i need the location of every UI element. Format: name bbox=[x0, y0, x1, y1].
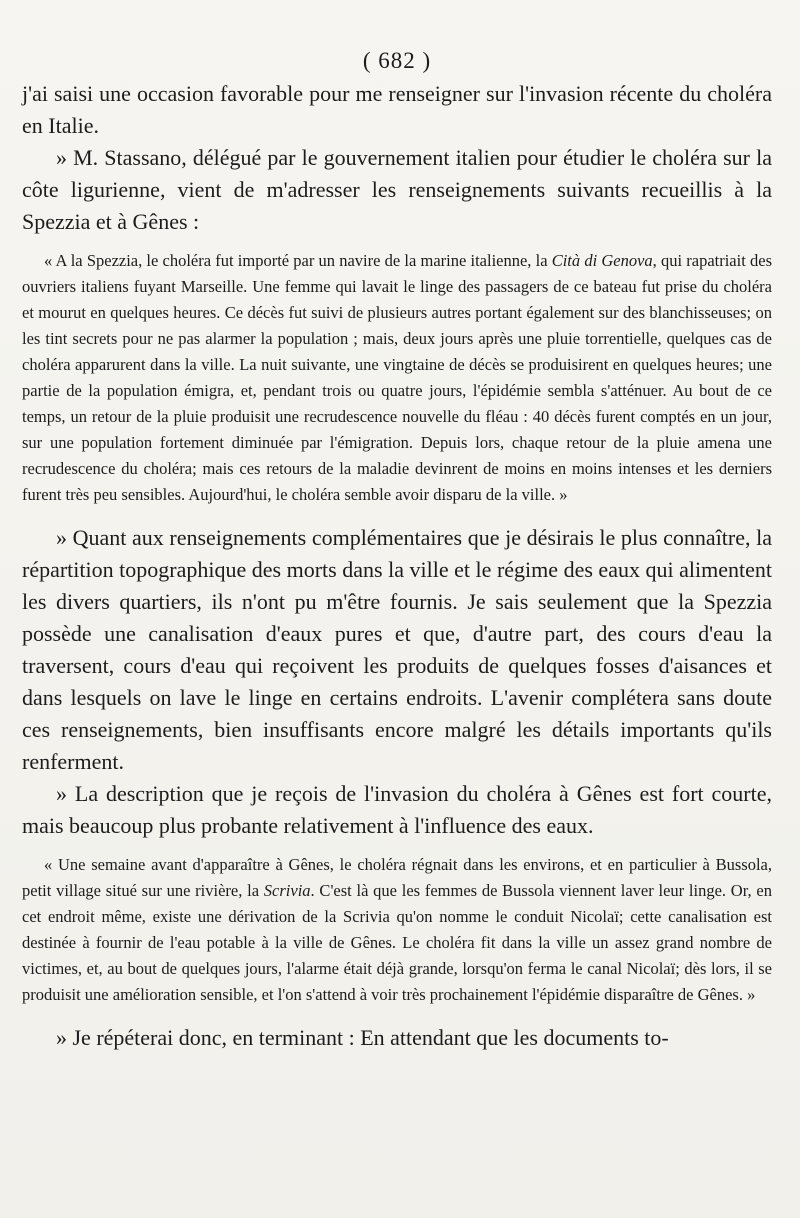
quote-spezzia bbox=[22, 248, 772, 508]
quote-genes bbox=[22, 852, 772, 1008]
quote-spezzia-text-2: , qui rapatriait des ouvriers italiens fuyant Marseille. Une femme qui lavait le linge des passagers de ce bateau fut prise du choléra et mourut en quelques heures. Ce décès fut suivi de plusieurs autres portant également sur des blanchisseuses; on les tint secrets pour ne pas alarmer la population ; mais, deux jours après une pluie torrentielle, quelques cas de choléra apparurent dans la ville. La nuit suivante, une vingtaine de décès se produisirent en quelques heures; une partie de la population émigra, et, pendant trois ou quatre jours, l'épidémie sembla s'atténuer. Au bout de ce temps, un retour de la pluie produisit une recrudescence nouvelle du fléau : 40 décès furent comptés en un jour, sur une population fortement diminuée par l'émigration. Depuis lors, chaque retour de la pluie amena une recrudescence du choléra; mais ces retours de la maladie devinrent de moins en moins intenses et les derniers furent très peu sensibles. Aujourd'hui, le choléra semble avoir disparu de la ville. » bbox=[22, 251, 772, 504]
paragraph-stassano: » M. Stassano, délégué par le gouvernement italien pour étudier le choléra sur la côte ligurienne, vient de m'adresser les renseignements suivants recueillis à la Spezzia et à Gênes : bbox=[22, 145, 772, 234]
paragraph-intro: j'ai saisi une occasion favorable pour me renseigner sur l'invasion récente du choléra en Italie. bbox=[22, 81, 772, 138]
river-name: Scrivia bbox=[263, 881, 311, 900]
quote-spezzia-text-1: « A la Spezzia, le choléra fut importé par un navire de la marine italienne, la bbox=[44, 251, 552, 270]
page-number: ( 682 ) bbox=[362, 48, 432, 73]
paragraph-renseignements: » Quant aux renseignements complémentaires que je désirais le plus connaître, la répartition topographique des morts dans la ville et le régime des eaux qui alimentent les divers quartiers, ils n'ont pu m'être fournis. Je sais seulement que la Spezzia possède une canalisation d'eaux pures et que, d'autre part, des cours d'eau la traversent, cours d'eau qui reçoivent les produits de quelques fosses d'aisances et dans lesquels on lave le linge en certains endroits. L'avenir complétera sans doute ces renseignements, bien insuffisants encore malgré les détails importants qu'ils renferment. bbox=[22, 525, 772, 774]
paragraph-genes: » La description que je reçois de l'invasion du choléra à Gênes est fort courte, mais beaucoup plus probante relativement à l'influence des eaux. bbox=[22, 781, 772, 838]
quote-genes-text-2: . C'est là que les femmes de Bussola viennent laver leur linge. Or, en cet endroit même, existe une dérivation de la Scrivia qu'on nomme le conduit Nicolaï; cette canalisation est destinée à fournir de l'eau potable à la ville de Gênes. Le choléra fit dans la ville un assez grand nombre de victimes, et, au bout de quelques jours, l'alarme était déjà grande, lorsqu'on ferma le canal Nicolaï; dès lors, il se produisit une amélioration sensible, et l'on s'attend à voir très prochainement l'épidémie disparaître de Gênes. » bbox=[22, 881, 773, 1004]
paragraph-conclusion: » Je répéterai donc, en terminant : En attendant que les documents to- bbox=[56, 1025, 669, 1050]
quote-genes-text-1: « Une semaine avant d'apparaître à Gênes, le choléra régnait dans les environs, et en particulier à Bussola, petit village situé sur une rivière, la bbox=[22, 855, 772, 900]
ship-name: Cità di Genova bbox=[551, 251, 653, 270]
